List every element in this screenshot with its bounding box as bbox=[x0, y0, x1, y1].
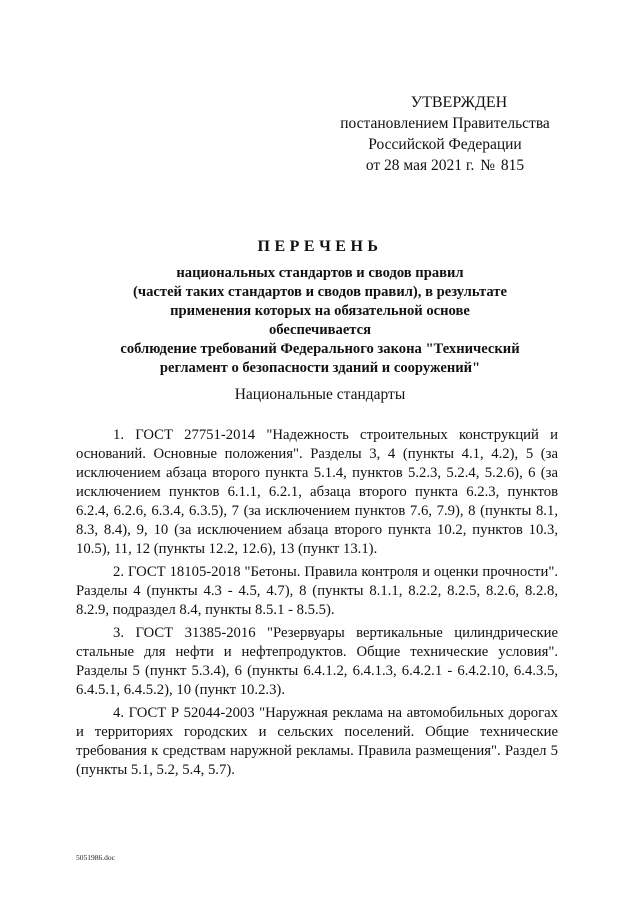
list-item: 3. ГОСТ 31385-2016 "Резервуары вертикальные цилиндрические стальные для нефти и нефтепродуктов. Общие технические условия". Разделы 5 (пункт 5.3.4), 6 (пункты 6.4.1.2, 6.4.1.3, 6.4.2.1 - 6.4.2.10, 6.4.3.5, 6.4.5.1, 6.4.5.2), 10 (пункт 10.2.3). bbox=[76, 625, 558, 698]
list-item: 1. ГОСТ 27751-2014 "Надежность строительных конструкций и оснований. Основные положения". Разделы 3, 4 (пункты 4.1, 4.2), 5 (за исключением абзаца второго пункта 5.1.4, пунктов 5.2.3, 5.2.4, 5.2.6), 6 (за исключением пунктов 6.1.1, 6.2.1, абзаца второго пункта 6.2.3, пунктов 6.2.4, 6.2.6, 6.3.4, 6.3.5), 7 (за исключением пунктов 7.6, 7.9), 8 (пункты 8.1, 8.3, 8.4), 9, 10 (за исключением абзаца второго пункта 10.2, пунктов 10.3, 10.5), 11, 12 (пункты 12.2, 12.6), 13 (пункт 13.1). bbox=[76, 427, 558, 557]
subheading-line: применения которых на обязательной основе обеспечивается bbox=[170, 303, 470, 338]
subheading-line: регламент о безопасности зданий и сооружений" bbox=[159, 360, 481, 376]
approval-date: от 28 мая 2021 г. bbox=[365, 157, 475, 174]
standards-list bbox=[76, 426, 558, 784]
document-heading: ПЕРЕЧЕНЬ bbox=[257, 238, 383, 255]
list-item: 2. ГОСТ 18105-2018 "Бетоны. Правила контроля и оценки прочности". Разделы 4 (пункты 4.3 - 4.5, 4.7), 8 (пункты 8.1.1, 8.2.2, 8.2.5, 8.2.6, 8.2.8, 8.2.9, подраздел 8.4, пункты 8.5.1 - 8.5.5). bbox=[76, 564, 558, 618]
file-name-footer: 5051986.doc bbox=[76, 853, 115, 862]
approval-block bbox=[330, 92, 560, 176]
section-title: Национальные стандарты bbox=[234, 386, 406, 403]
list-item: 4. ГОСТ Р 52044-2003 "Наружная реклама на автомобильных дорогах и территориях городских и сельских поселений. Общие технические требования к средствам наружной рекламы. Правила размещения". Раздел 5 (пункты 5.1, 5.2, 5.4, 5.7). bbox=[76, 705, 558, 778]
approval-title: УТВЕРЖДЕН bbox=[410, 94, 508, 111]
subheading-line: соблюдение требований Федерального закона "Технический bbox=[120, 341, 520, 357]
approval-line-2: Российской Федерации bbox=[368, 136, 522, 153]
approval-number: 815 bbox=[500, 157, 525, 174]
approval-line-1: постановлением Правительства bbox=[340, 115, 550, 132]
subheading-line: национальных стандартов и сводов правил bbox=[176, 265, 464, 281]
document-subheading bbox=[120, 264, 520, 378]
approval-date-line bbox=[330, 155, 560, 176]
approval-number-sign: № bbox=[480, 157, 496, 174]
subheading-line: (частей таких стандартов и сводов правил), в результате bbox=[133, 284, 507, 300]
